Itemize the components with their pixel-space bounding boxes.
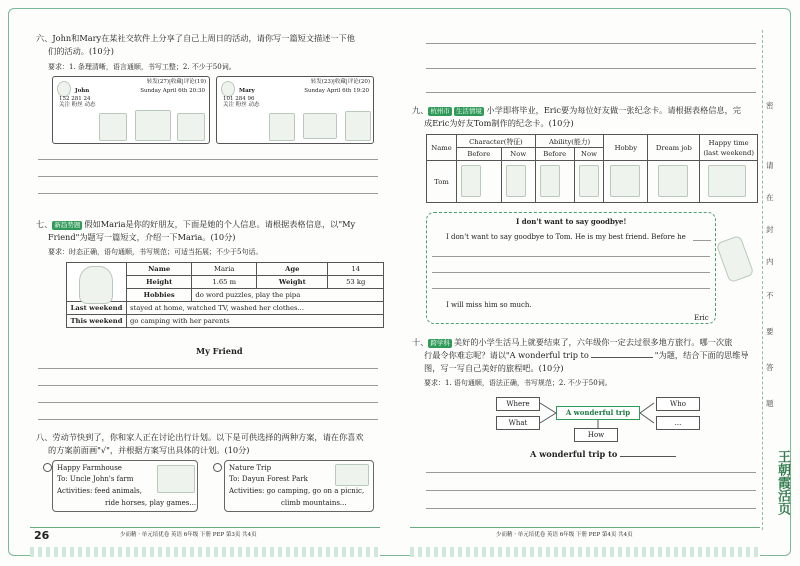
margin-char: 题 bbox=[766, 399, 774, 408]
margin-char: 要 bbox=[766, 327, 774, 336]
maria-info-table bbox=[66, 262, 384, 328]
character-header: Character(特征) bbox=[457, 135, 536, 148]
q7-title-cont: Friend"为题写一篇短文，介绍一下Maria。(10分) bbox=[48, 232, 236, 242]
q6-title-cont: 们的活动。(10分) bbox=[48, 46, 114, 56]
answer-line bbox=[38, 368, 378, 369]
john-avatar bbox=[57, 81, 71, 97]
answer-line bbox=[38, 176, 378, 177]
maria-portrait-cell bbox=[67, 263, 127, 302]
dream-job-picture bbox=[658, 165, 688, 197]
q8-title-cont: 的方案前面画"√"，并根据方案写出具体的计划。(10分) bbox=[48, 445, 250, 455]
last-weekend-label: (last weekend) bbox=[703, 148, 754, 157]
mary-photo-1 bbox=[269, 113, 295, 141]
q10-title: 十、 跨学科 美好的小学生活马上就要结束了，六年级你一定去过很多地方旅行。哪一次旅 bbox=[412, 337, 733, 347]
city-badge: 杭州市 bbox=[430, 106, 450, 115]
name-label: Name bbox=[127, 263, 192, 276]
context-badge: 生活情境 bbox=[455, 106, 482, 115]
mary-name: Mary bbox=[239, 88, 255, 94]
card-signature: Eric bbox=[694, 314, 709, 322]
binding-line bbox=[762, 30, 763, 530]
mind-map-where: Where bbox=[496, 397, 540, 411]
plan-b-checkbox[interactable] bbox=[213, 463, 222, 472]
blank-line bbox=[693, 240, 711, 241]
ability-header: Ability(能力) bbox=[535, 135, 604, 148]
q9-title-cont: 成Eric为好友Tom制作的纪念卡。(10分) bbox=[424, 118, 574, 128]
mary-photo-3 bbox=[345, 111, 371, 141]
right-footer-stripe bbox=[410, 547, 760, 557]
john-post-date: Sunday April 6th 20:30 bbox=[140, 88, 205, 94]
plan-a-title: Happy Farmhouse bbox=[57, 464, 122, 472]
character-before-picture bbox=[461, 165, 481, 197]
answer-line bbox=[426, 92, 756, 93]
q6-title: 六、John和Mary在某社交软件上分享了自己上周日的活动，请你写一篇短文描述一下他 bbox=[36, 33, 355, 43]
this-weekend-value: go camping with her parents bbox=[127, 315, 384, 328]
margin-char: 请 bbox=[766, 161, 774, 170]
answer-line bbox=[38, 193, 378, 194]
footer-rule bbox=[410, 527, 760, 528]
answer-line bbox=[426, 490, 756, 491]
maria-portrait bbox=[79, 266, 113, 304]
plan-a-card bbox=[52, 460, 198, 512]
mary-avatar bbox=[221, 81, 235, 97]
brand-logo-text: 王朝霞活页 bbox=[775, 450, 790, 515]
character-before: Before bbox=[457, 148, 502, 161]
name-value: Maria bbox=[192, 263, 257, 276]
card-answer-line bbox=[432, 288, 710, 289]
age-value: 14 bbox=[328, 263, 384, 276]
tom-name: Tom bbox=[427, 161, 457, 203]
trip-blank bbox=[591, 357, 653, 358]
cross-subject-badge: 跨学科 bbox=[430, 338, 450, 347]
mind-map-center: A wonderful trip bbox=[556, 406, 640, 420]
trip-heading-text: A wonderful trip to bbox=[530, 449, 618, 459]
tom-info-table bbox=[426, 134, 758, 203]
page-number: 26 bbox=[34, 529, 50, 542]
last-weekend-value: stayed at home, watched TV, washed her clothes... bbox=[127, 302, 384, 315]
plan-b-activities: Activities: go camping, go on a picnic, bbox=[229, 487, 365, 495]
ability-now: Now bbox=[574, 148, 604, 161]
margin-char: 内 bbox=[766, 257, 774, 266]
happy-time-header bbox=[700, 135, 758, 161]
q10-title-text: 美好的小学生活马上就要结束了，六年级你一定去过很多地方旅行。哪一次旅 bbox=[453, 337, 733, 347]
john-photo-1 bbox=[99, 113, 127, 141]
happy-time-pic bbox=[700, 161, 758, 203]
margin-char: 答 bbox=[766, 363, 774, 372]
trip-heading bbox=[530, 448, 676, 460]
last-weekend-label: Last weekend bbox=[67, 302, 127, 315]
my-friend-heading: My Friend bbox=[196, 346, 243, 356]
this-weekend-label: This weekend bbox=[67, 315, 127, 328]
mary-post-stats: 转发(23)|收藏|评论(20) bbox=[310, 79, 370, 85]
dream-job-pic bbox=[648, 161, 700, 203]
height-value: 1.65 m bbox=[192, 276, 257, 289]
q7-requirements: 要求：时态正确，语句通顺，书写规范；可适当拓展；不少于5句话。 bbox=[48, 248, 263, 256]
mind-map-how: How bbox=[574, 428, 618, 442]
card-title: I don't want to say goodbye! bbox=[516, 217, 627, 226]
plan-a-checkbox[interactable] bbox=[43, 463, 52, 472]
mind-map-who: Who bbox=[656, 397, 700, 411]
margin-char: 封 bbox=[766, 225, 774, 234]
character-now: Now bbox=[501, 148, 535, 161]
answer-line bbox=[38, 159, 378, 160]
q10-title-part-b: "为题，结合下面的思维导 bbox=[654, 350, 749, 360]
answer-line bbox=[426, 508, 756, 509]
john-name: John bbox=[75, 88, 90, 94]
happy-time-label: Happy time bbox=[708, 138, 749, 147]
character-now-pic bbox=[501, 161, 535, 203]
q10-title-cont bbox=[424, 349, 749, 361]
card-answer-line bbox=[432, 272, 710, 273]
hobbies-label: Hobbies bbox=[127, 289, 192, 302]
seal-char: 密 bbox=[766, 101, 774, 110]
answer-line bbox=[38, 402, 378, 403]
margin-char: 在 bbox=[766, 193, 774, 202]
margin-char: 不 bbox=[766, 291, 774, 300]
ability-before-pic bbox=[535, 161, 574, 203]
left-footer-stripe bbox=[30, 547, 380, 557]
dream-job-header: Dream job bbox=[648, 135, 700, 161]
plan-a-activities-cont: ride horses, play games... bbox=[105, 499, 197, 507]
answer-line bbox=[426, 43, 756, 44]
plan-b-destination: To: Dayun Forest Park bbox=[229, 475, 308, 483]
john-follow-counts: 152 281 24 bbox=[59, 96, 91, 102]
q7-title-text: 假如Maria是你的好朋友，下面是她的个人信息。请根据表格信息，以"My bbox=[84, 219, 356, 229]
right-footer-text: 少而精 · 单元培优卷 英语 6年级 下册 PEP 第4页 共4页 bbox=[496, 532, 633, 538]
plan-a-activities: Activities: feed animals, bbox=[57, 487, 142, 495]
plan-b-activities-cont: climb mountains... bbox=[281, 499, 347, 507]
ability-before-picture bbox=[540, 165, 560, 197]
john-post-card bbox=[52, 76, 210, 144]
card-ending: I will miss him so much. bbox=[446, 301, 532, 309]
height-label: Height bbox=[127, 276, 192, 289]
q10-requirements: 要求：1. 语句通顺，语法正确，书写规范；2. 不少于50词。 bbox=[424, 379, 612, 387]
q9-title-text: 小学即将毕业，Eric要为每位好友做一张纪念卡。请根据表格信息，完 bbox=[486, 105, 742, 115]
john-photo-2 bbox=[135, 110, 171, 141]
weight-value: 53 kg bbox=[328, 276, 384, 289]
weight-label: Weight bbox=[257, 276, 328, 289]
ability-now-picture bbox=[579, 165, 599, 197]
hobby-picture bbox=[610, 165, 640, 197]
age-label: Age bbox=[257, 263, 328, 276]
mary-post-card bbox=[216, 76, 374, 144]
hobby-header: Hobby bbox=[604, 135, 648, 161]
answer-line bbox=[426, 472, 756, 473]
heading-blank bbox=[620, 456, 676, 457]
john-post-stats: 转发(27)|收藏|评论(19) bbox=[146, 79, 206, 85]
mary-follow-labels: 关注 粉丝 动态 bbox=[223, 102, 260, 108]
q9-title: 九、 杭州市 生活情境 小学即将毕业，Eric要为每位好友做一张纪念卡。请根据表格信息，完 bbox=[412, 105, 742, 115]
ability-before: Before bbox=[535, 148, 574, 161]
happy-time-picture bbox=[708, 165, 746, 197]
card-answer-line bbox=[432, 256, 710, 257]
plan-b-card bbox=[224, 460, 374, 512]
hobby-pic bbox=[604, 161, 648, 203]
mary-photo-2 bbox=[303, 113, 337, 139]
mind-map-more: ... bbox=[656, 416, 700, 430]
forest-picture bbox=[335, 464, 369, 486]
plan-a-destination: To: Uncle John's farm bbox=[57, 475, 134, 483]
footer-rule bbox=[30, 527, 380, 528]
farm-picture bbox=[157, 465, 195, 493]
hobbies-value: do word puzzles, play the pipa bbox=[192, 289, 384, 302]
trend-badge: 新趋势题 bbox=[54, 220, 81, 229]
card-first-line: I don't want to say goodbye to Tom. He is my best friend. Before he bbox=[446, 233, 686, 241]
character-now-picture bbox=[506, 165, 526, 197]
mind-map-what: What bbox=[496, 416, 540, 430]
q10-title-part-a: 行最令你难忘呢？请以"A wonderful trip to bbox=[424, 350, 589, 360]
q10-title-cont2: 图，写一写自己美好的旅程吧。(10分) bbox=[424, 363, 564, 373]
john-photo-3 bbox=[177, 113, 205, 141]
character-before-pic bbox=[457, 161, 502, 203]
ability-now-pic bbox=[574, 161, 604, 203]
q7-title: 七、 新趋势题 假如Maria是你的好朋友，下面是她的个人信息。请根据表格信息，以"My bbox=[36, 219, 356, 229]
answer-line bbox=[426, 68, 756, 69]
answer-line bbox=[38, 385, 378, 386]
mary-post-date: Sunday April 6th 19:20 bbox=[304, 88, 369, 94]
plan-b-title: Nature Trip bbox=[229, 464, 272, 472]
mary-follow-counts: 101 284 96 bbox=[223, 96, 255, 102]
answer-line bbox=[38, 419, 378, 420]
q6-requirements: 要求：1. 条理清晰，语言通顺，书写工整；2. 不少于50词。 bbox=[48, 63, 236, 71]
name-header: Name bbox=[427, 135, 457, 161]
q8-title: 八、劳动节快到了，你和家人正在讨论出行计划。以下是可供选择的两种方案，请在你喜欢 bbox=[36, 432, 364, 442]
left-footer-text: 少而精 · 单元培优卷 英语 6年级 下册 PEP 第3页 共4页 bbox=[120, 532, 257, 538]
john-follow-labels: 关注 粉丝 动态 bbox=[59, 102, 96, 108]
